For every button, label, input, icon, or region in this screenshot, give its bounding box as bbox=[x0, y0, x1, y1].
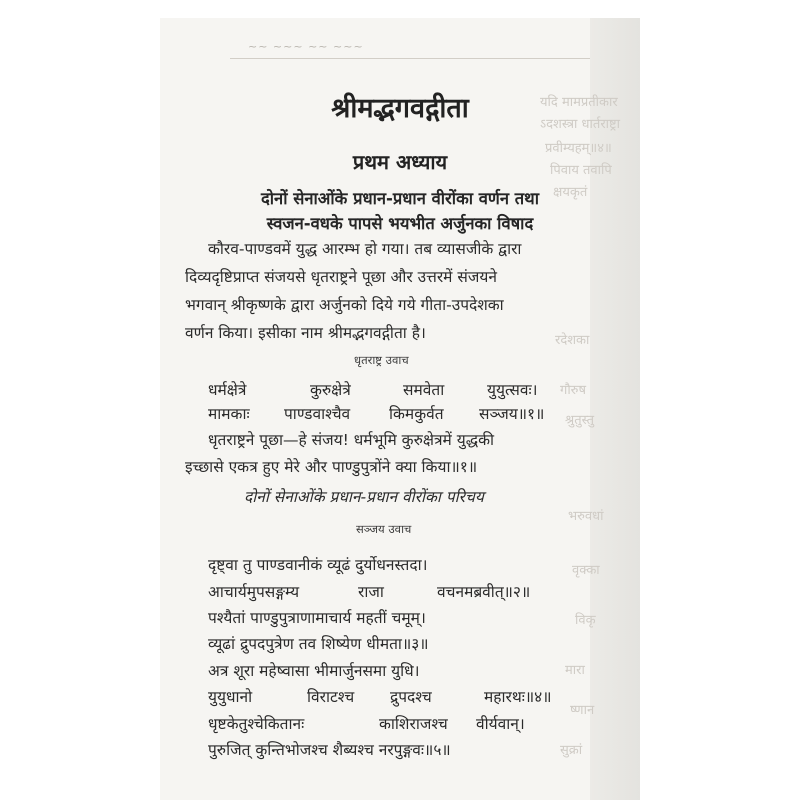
verse-line bbox=[0, 402, 800, 426]
verse-line bbox=[0, 378, 800, 402]
verse-line: दृष्ट्वा तु पाण्डवानीकं व्यूढं दुर्योधनस्तदा। bbox=[208, 556, 428, 574]
verse-word: विराटश्च bbox=[307, 688, 355, 706]
chapter-subtitle-line-2: स्वजन-वधके पापसे भयभीत अर्जुनका विषाद bbox=[266, 214, 534, 233]
verse-word: आचार्यमुपसङ्गम्य bbox=[208, 583, 300, 601]
verse-line: व्यूढां द्रुपदपुत्रेण तव शिष्येण धीमता॥३॥ bbox=[208, 635, 429, 653]
verse-word: युयुत्सवः। bbox=[487, 381, 538, 399]
verse-word: मामकाः bbox=[208, 405, 250, 423]
verse-line: पश्यैतां पाण्डुपुत्राणामाचार्य महतीं चमूम्। bbox=[208, 609, 426, 627]
chapter-subtitle-line-1: दोनों सेनाओंके प्रधान-प्रधान वीरोंका वर्णन तथा bbox=[261, 189, 539, 208]
book-title: श्रीमद्भगवद्गीता bbox=[331, 93, 469, 124]
intro-line: कौरव-पाण्डवमें युद्ध आरम्भ हो गया। तब व्यासजीके द्वारा bbox=[208, 240, 522, 258]
verse-line: अत्र शूरा महेष्वासा भीमार्जुनसमा युधि। bbox=[208, 662, 420, 680]
verse-word: धृष्टकेतुश्चेकितानः bbox=[208, 715, 305, 733]
verse-word: वचनमब्रवीत्॥२॥ bbox=[437, 583, 531, 601]
verse-line bbox=[0, 712, 800, 736]
verse-word: काशिराजश्च bbox=[379, 715, 448, 733]
verse-word: महारथः॥४॥ bbox=[484, 688, 552, 706]
intro-line: वर्णन किया। इसीका नाम श्रीमद्भगवद्गीता है। bbox=[185, 324, 426, 342]
verse-word: राजा bbox=[358, 583, 384, 601]
intro-line: दिव्यदृष्टिप्राप्त संजयसे धृतराष्ट्रने पूछा और उत्तरमें संजयने bbox=[185, 268, 497, 286]
verse-word: द्रुपदश्च bbox=[390, 688, 432, 706]
verse-word: सञ्जय॥१॥ bbox=[479, 405, 545, 423]
section-heading: दोनों सेनाओंके प्रधान-प्रधान वीरोंका परिचय bbox=[244, 488, 484, 506]
verse-line bbox=[0, 685, 800, 709]
verse-word: धर्मक्षेत्रे bbox=[208, 381, 247, 399]
verse-word: पाण्डवाश्चैव bbox=[284, 405, 351, 423]
verse-word: युयुधानो bbox=[208, 688, 253, 706]
chapter-heading: प्रथम अध्याय bbox=[352, 150, 448, 174]
verse-line: पुरुजित् कुन्तिभोजश्च शैब्यश्च नरपुङ्गवः॥५॥ bbox=[208, 741, 451, 759]
verse-line bbox=[0, 580, 800, 604]
speaker-sanjaya: सञ्जय उवाच bbox=[356, 522, 412, 536]
meaning-line: इच्छासे एकत्र हुए मेरे और पाण्डुपुत्रोंने क्या किया॥१॥ bbox=[185, 458, 478, 476]
speaker-dhritarashtra: धृतराष्ट्र उवाच bbox=[354, 353, 409, 367]
verse-word: समवेता bbox=[403, 381, 445, 399]
verse-word: कुरुक्षेत्रे bbox=[310, 381, 351, 399]
reverse-running-head: ~~ ~~~ ~~ ~~~ bbox=[248, 40, 364, 53]
verse-word: वीर्यवान्। bbox=[476, 715, 525, 733]
intro-line: भगवान् श्रीकृष्णके द्वारा अर्जुनको दिये गये गीता-उपदेशका bbox=[185, 296, 504, 314]
show-through-texture: यदि मामप्रतीकार ऽदशस्त्रा धार्तराष्ट्रा प्रवीम्यहम्॥४॥ पिवाय तवापि क्षयकृतं रदेशका गौरुष श्रुतुस्तु भरुवधां वृक्का विकृ मारा ष्णान सुक्रां bbox=[540, 95, 620, 758]
meaning-line: धृतराष्ट्रने पूछा—हे संजय! धर्मभूमि कुरुक्षेत्रमें युद्धकी bbox=[208, 431, 494, 449]
header-rule bbox=[230, 58, 590, 59]
verse-word: किमकुर्वत bbox=[389, 405, 444, 423]
